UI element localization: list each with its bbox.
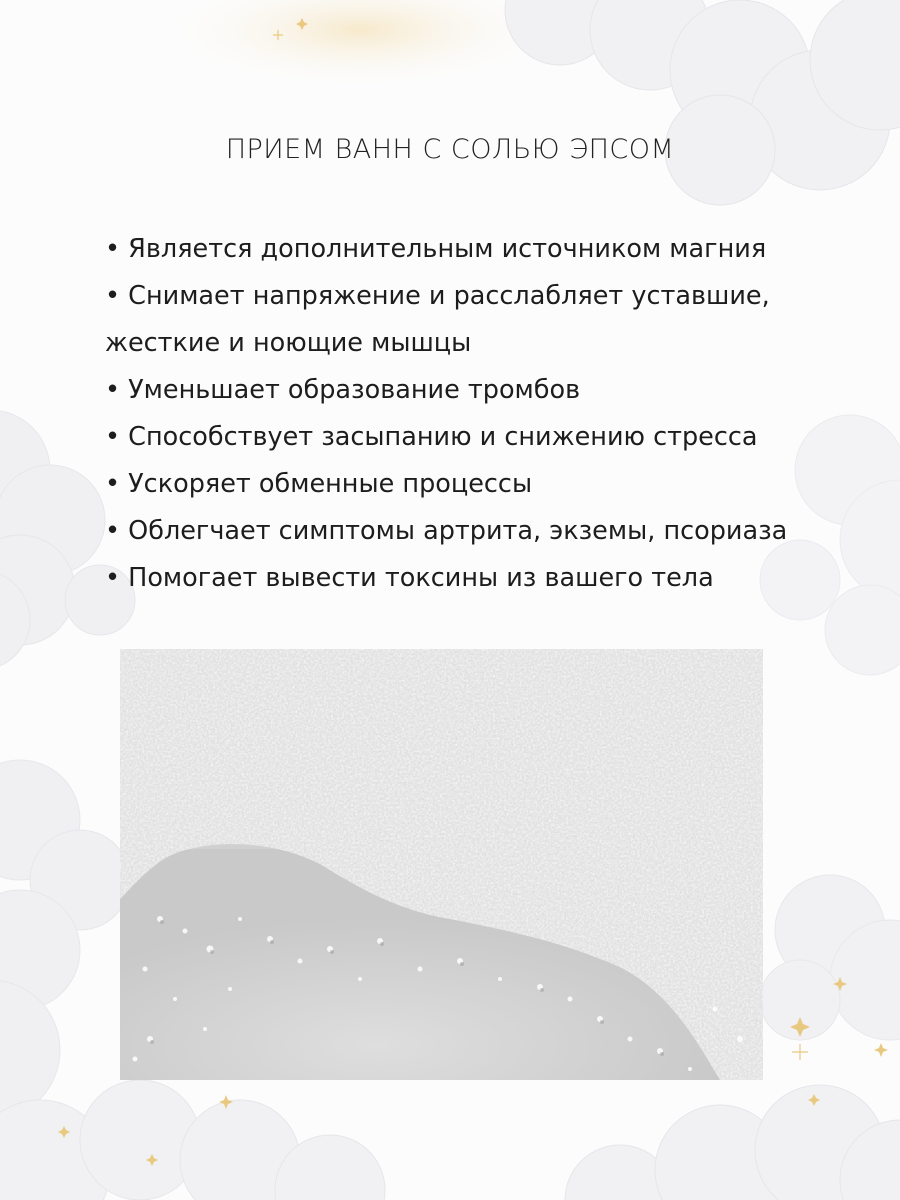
benefit-item: • Помогает вывести токсины из вашего тела	[105, 563, 714, 593]
benefit-item: • Является дополнительным источником магния	[105, 234, 767, 264]
benefit-item: • Уменьшает образование тромбов	[105, 375, 581, 405]
benefit-item: • Ускоряет обменные процессы	[105, 469, 533, 499]
page-title: ПРИЕМ ВАНН С СОЛЬЮ ЭПСОМ	[225, 134, 675, 165]
benefit-item: • Снимает напряжение и расслабляет уставшие,	[105, 281, 770, 311]
benefit-item: • Облегчает симптомы артрита, экземы, псориаза	[105, 516, 788, 546]
benefit-item: • Способствует засыпанию и снижению стресса	[105, 422, 758, 452]
salt-crystals-photo	[120, 649, 763, 1080]
benefit-item-continuation: жесткие и ноющие мышцы	[105, 328, 472, 358]
benefits-list	[105, 226, 805, 602]
